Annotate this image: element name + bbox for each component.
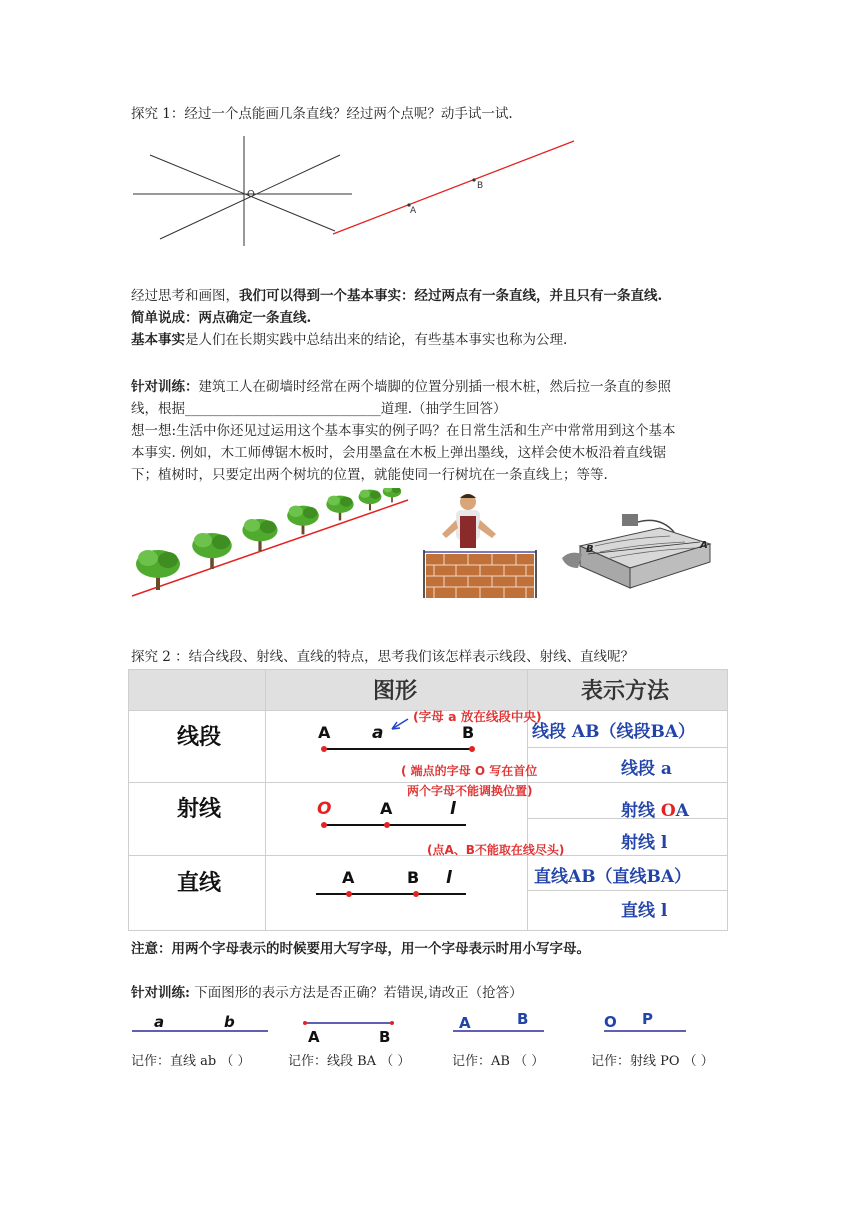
explore1-text: 探究 1：经过一个点能画几条直线？经过两个点呢？动手试一试. [131,106,513,122]
training1-paragraph [131,376,731,486]
training1-text-b: 线，根据 [131,401,185,417]
point-b-label: B [477,181,484,191]
item3-caption: 记作：AB （ ） [452,1054,545,1069]
item4-label-2: P [642,1010,653,1028]
notation-table [128,669,728,931]
ray-notation-1-prefix: 射线 [621,801,661,821]
item2-label-2: B [379,1028,391,1046]
training2-label: 针对训练: [131,985,190,1001]
table-figures [266,711,527,930]
ray-notation-1-o: O [660,801,676,821]
segment-label-b: B [462,723,475,742]
training2-line [131,982,523,1004]
fact-statement: 我们可以得到一个基本事实：经过两点有一条直线，并且只有一条直线. [239,288,663,304]
training2-text: 下面图形的表示方法是否正确？若错误,请改正（抢答） [194,985,523,1001]
note-text: 注意：用两个字母表示的时候要用大写字母，用一个字母表示时用小写字母。 [131,941,590,957]
think-line-2: 本事实. 例如，木工师傅锯木板时，会用墨盒在木板上弹出墨线，这样会使木板沿着直线锯 [131,445,667,461]
ray-notation-2: 射线 l [621,833,668,853]
item4-label-1: O [604,1013,617,1031]
ray-notation-1-suffix: A [675,801,689,821]
segment-notation-2: 线段 a [621,759,672,779]
ray-note-line2: 两个字母不能调换位置) [407,784,533,798]
figure-item-4 [604,1010,686,1031]
line-label-a: A [342,868,355,887]
ray-figure [317,799,466,828]
training1-blank[interactable]: _____________________________ [185,401,381,417]
wood-point-a-label: A [700,540,708,551]
row-name-ray: 射线 [177,797,222,822]
item1-label-2: b [224,1013,235,1031]
figure-item-2 [303,1021,394,1046]
segment-note: (字母 a 放在线段中央) [413,709,542,724]
item3-label-1: A [459,1014,471,1032]
tree-planting-illustration [130,488,410,600]
tree-row [136,488,401,590]
fact-paragraph [131,285,731,351]
fact-intro: 经过思考和画图， [131,288,239,304]
line-notation-1: 直线AB（直线BA） [534,867,692,887]
training2-figures [130,1008,730,1048]
ray-notation-1 [621,796,689,821]
worker [442,494,496,548]
point-a-label: A [410,206,417,216]
training1-label: 针对训练： [131,379,199,395]
wood-point-b-label: B [586,544,594,555]
carpenter-chalk-line-illustration [550,506,718,604]
point-b [472,178,475,181]
row-name-line: 直线 [177,871,222,896]
line-notation-2: 直线 l [621,901,668,921]
bricklayer-illustration [418,490,542,602]
line-figure [316,868,466,897]
segment-label-a: A [318,723,331,742]
item3-label-2: B [517,1010,529,1028]
line-note: (点A、B不能取在线尽头) [427,843,565,857]
think-line-3: 下；植树时，只要定出两个树坑的位置，就能使同一行树坑在一条直线上；等等. [131,467,608,483]
fact-term: 基本事实 [131,332,185,348]
point-o-label: O [247,189,255,200]
table-header-figure: 图形 [373,679,418,704]
red-line-ab [333,141,574,234]
item1-label-1: a [154,1013,165,1031]
ray-note-line1: ( 端点的字母 O 写在首位 [401,764,538,778]
item2-label-1: A [308,1028,320,1046]
table-header-notation: 表示方法 [581,679,670,704]
ray-label-l: l [450,799,456,819]
item1-caption: 记作：直线 ab （ ） [131,1054,251,1069]
ray-label-a: A [380,799,393,818]
ray-label-o: O [317,799,332,819]
item4-caption: 记作：射线 PO （ ） [591,1054,714,1069]
training1-text-a: 建筑工人在砌墙时经常在两个墙脚的位置分别插一根木桩，然后拉一条直的参照 [198,379,671,395]
line-label-l: l [446,868,452,888]
brick-wall [426,554,534,598]
row-name-segment: 线段 [177,725,222,750]
segment-label-small-a: a [372,723,384,743]
fact-definition: 是人们在长期实践中总结出来的结论，有些基本事实也称为公理. [185,332,568,348]
training1-text-c: 道理.（抽学生回答） [380,401,507,417]
figure-item-3 [453,1010,544,1032]
figure-item-1 [132,1013,268,1031]
explore2-text: 探究 2 ：结合线段、射线、直线的特点，思考我们该怎样表示线段、射线、直线呢？ [131,649,635,665]
segment-notation-1: 线段 AB（线段BA） [532,722,696,742]
line-label-b: B [407,868,420,887]
think-line-1: 想一想:生活中你还见过运用这个基本事实的例子吗？在日常生活和生产中常常用到这个基本 [131,423,676,439]
item2-caption: 记作：线段 BA （ ） [288,1054,411,1069]
wood-board [580,528,710,588]
figure-lines-through-points [130,133,580,253]
star-of-lines [133,136,352,246]
fact-short: 简单说成：两点确定一条直线. [131,310,312,326]
